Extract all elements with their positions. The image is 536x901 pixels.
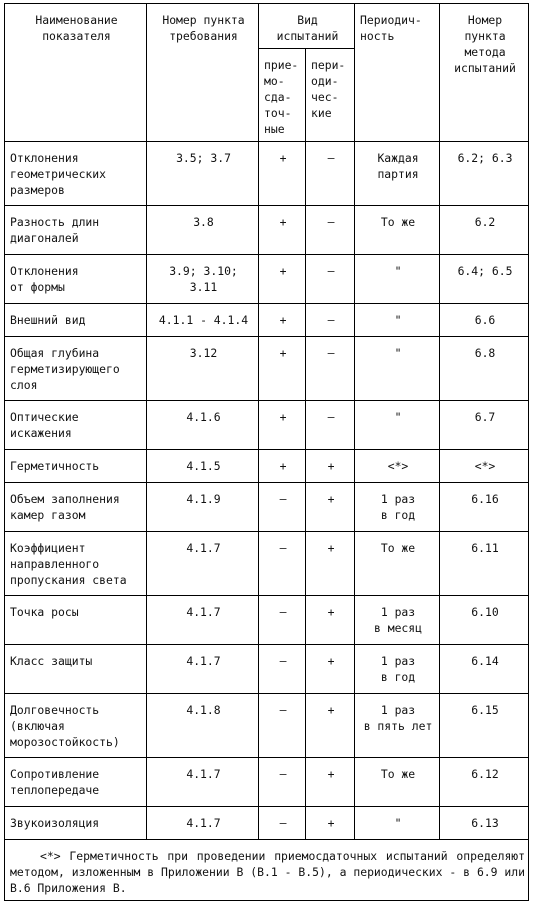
cell-method: 6.4; 6.5: [440, 255, 529, 304]
cell-requirement: 4.1.5: [147, 450, 259, 483]
cell-method: 6.8: [440, 337, 529, 401]
cell-acceptance: –: [259, 483, 306, 532]
cell-method: <*>: [440, 450, 529, 483]
cell-periodic: +: [306, 596, 355, 645]
footnote-text: <*> Герметичность при проведении приемосдаточных испытаний определяют методом, изложенным в Приложении В (В.1 - В.5), а периодических - в 6.9 или В.6 Приложения В.: [5, 840, 529, 901]
cell-periodic: –: [306, 206, 355, 255]
cell-requirement: 4.1.7: [147, 532, 259, 596]
cell-acceptance: +: [259, 337, 306, 401]
cell-periodic: +: [306, 807, 355, 840]
cell-indicator: Оптические искажения: [5, 401, 147, 450]
cell-requirement: 3.5; 3.7: [147, 142, 259, 206]
cell-periodicity: ": [355, 401, 440, 450]
cell-method: 6.2; 6.3: [440, 142, 529, 206]
cell-requirement: 3.8: [147, 206, 259, 255]
cell-periodicity: 1 раз в год: [355, 645, 440, 694]
header-test-type: Вид испытаний: [259, 4, 355, 49]
cell-method: 6.10: [440, 596, 529, 645]
cell-acceptance: –: [259, 532, 306, 596]
cell-periodic: –: [306, 337, 355, 401]
cell-periodicity: 1 раз в год: [355, 483, 440, 532]
cell-periodicity: ": [355, 304, 440, 337]
cell-periodicity: ": [355, 337, 440, 401]
cell-periodic: –: [306, 255, 355, 304]
cell-method: 6.2: [440, 206, 529, 255]
header-periodicity: Периодич- ность: [355, 4, 440, 142]
cell-acceptance: –: [259, 694, 306, 758]
cell-periodic: +: [306, 694, 355, 758]
cell-method: 6.14: [440, 645, 529, 694]
cell-periodicity: То же: [355, 758, 440, 807]
cell-periodicity: ": [355, 255, 440, 304]
cell-acceptance: –: [259, 758, 306, 807]
cell-indicator: Долговечность (включая морозостойкость): [5, 694, 147, 758]
cell-indicator: Точка росы: [5, 596, 147, 645]
cell-indicator: Герметичность: [5, 450, 147, 483]
cell-acceptance: +: [259, 450, 306, 483]
table-row: [5, 645, 529, 694]
cell-indicator: Звукоизоляция: [5, 807, 147, 840]
cell-periodicity: 1 раз в месяц: [355, 596, 440, 645]
cell-periodicity: То же: [355, 206, 440, 255]
cell-requirement: 4.1.7: [147, 596, 259, 645]
cell-indicator: Коэффициент направленного пропускания света: [5, 532, 147, 596]
cell-method: 6.12: [440, 758, 529, 807]
table-row: [5, 532, 529, 596]
cell-method: 6.16: [440, 483, 529, 532]
table-row: [5, 337, 529, 401]
table-header-row: [5, 4, 529, 49]
cell-periodic: –: [306, 401, 355, 450]
cell-acceptance: +: [259, 255, 306, 304]
cell-indicator: Класс защиты: [5, 645, 147, 694]
cell-requirement: 4.1.8: [147, 694, 259, 758]
cell-requirement: 4.1.7: [147, 807, 259, 840]
cell-acceptance: +: [259, 206, 306, 255]
table-row: [5, 142, 529, 206]
table-row: [5, 255, 529, 304]
cell-periodic: –: [306, 304, 355, 337]
header-method-clause: Номер пункта метода испытаний: [440, 4, 529, 142]
cell-periodic: +: [306, 645, 355, 694]
test-requirements-table: [4, 3, 529, 901]
cell-periodic: –: [306, 142, 355, 206]
cell-method: 6.11: [440, 532, 529, 596]
cell-acceptance: +: [259, 401, 306, 450]
cell-periodicity: 1 раз в пять лет: [355, 694, 440, 758]
cell-method: 6.13: [440, 807, 529, 840]
table-row: [5, 694, 529, 758]
cell-indicator: Отклонения геометрических размеров: [5, 142, 147, 206]
table-row: [5, 401, 529, 450]
cell-indicator: Отклонения от формы: [5, 255, 147, 304]
cell-requirement: 4.1.7: [147, 645, 259, 694]
table-row: [5, 304, 529, 337]
cell-requirement: 4.1.1 - 4.1.4: [147, 304, 259, 337]
table-row: [5, 483, 529, 532]
header-requirement-clause: Номер пункта требования: [147, 4, 259, 142]
cell-periodicity: <*>: [355, 450, 440, 483]
cell-method: 6.6: [440, 304, 529, 337]
cell-periodic: +: [306, 758, 355, 807]
cell-indicator: Разность длин диагоналей: [5, 206, 147, 255]
cell-periodic: +: [306, 483, 355, 532]
cell-requirement: 3.9; 3.10; 3.11: [147, 255, 259, 304]
footnote-row: [5, 840, 529, 901]
table-row: [5, 450, 529, 483]
cell-acceptance: –: [259, 596, 306, 645]
table-row: [5, 206, 529, 255]
cell-indicator: Внешний вид: [5, 304, 147, 337]
cell-acceptance: –: [259, 645, 306, 694]
cell-periodicity: То же: [355, 532, 440, 596]
cell-requirement: 4.1.7: [147, 758, 259, 807]
cell-acceptance: +: [259, 304, 306, 337]
cell-periodic: +: [306, 450, 355, 483]
header-periodic-tests: пери- оди- чес- кие: [306, 49, 355, 142]
cell-indicator: Общая глубина герметизирующего слоя: [5, 337, 147, 401]
cell-indicator: Сопротивление теплопередаче: [5, 758, 147, 807]
cell-acceptance: +: [259, 142, 306, 206]
header-acceptance-tests: прие- мо- сда- точ- ные: [259, 49, 306, 142]
cell-indicator: Объем заполнения камер газом: [5, 483, 147, 532]
cell-requirement: 4.1.9: [147, 483, 259, 532]
cell-method: 6.15: [440, 694, 529, 758]
cell-requirement: 4.1.6: [147, 401, 259, 450]
cell-method: 6.7: [440, 401, 529, 450]
table-row: [5, 758, 529, 807]
cell-periodicity: ": [355, 807, 440, 840]
table-row: [5, 596, 529, 645]
header-indicator-name: Наименование показателя: [5, 4, 147, 142]
cell-acceptance: –: [259, 807, 306, 840]
cell-periodicity: Каждая партия: [355, 142, 440, 206]
cell-requirement: 3.12: [147, 337, 259, 401]
table-row: [5, 807, 529, 840]
cell-periodic: +: [306, 532, 355, 596]
